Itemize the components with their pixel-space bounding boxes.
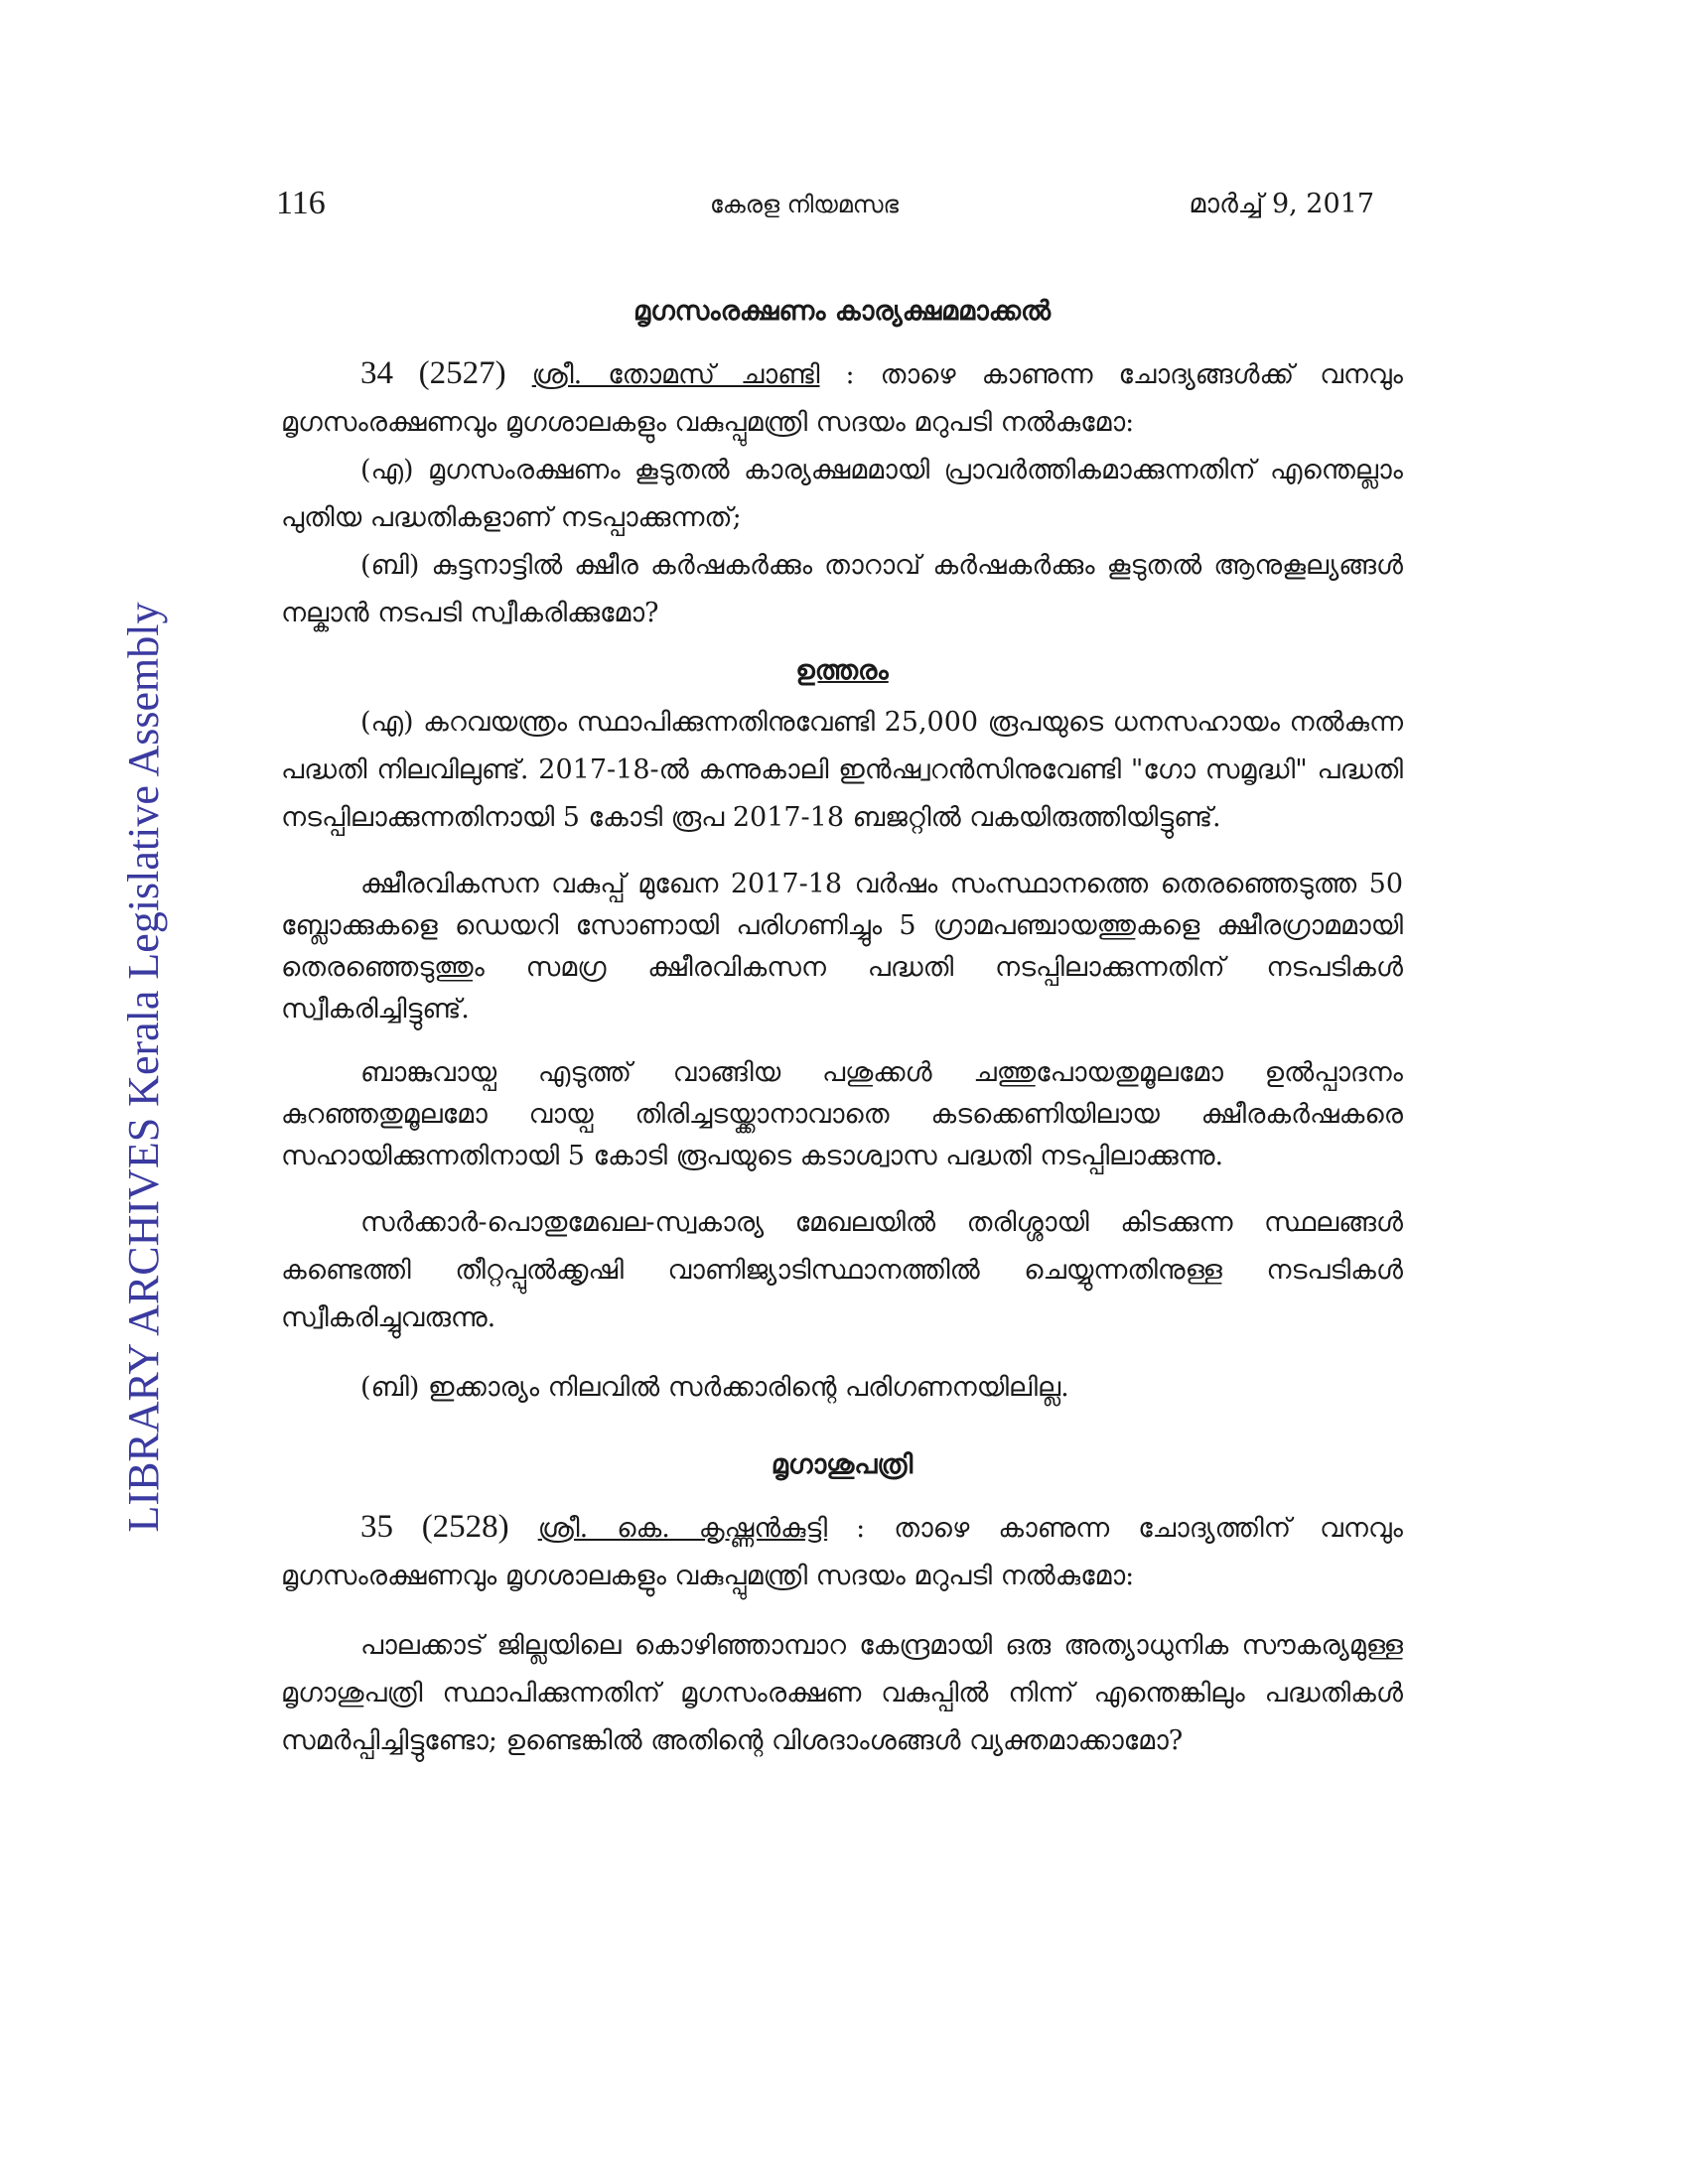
answer-34-heading — [281, 647, 1403, 695]
answer-34-para-2: ക്ഷീരവികസന വകുപ്പ് മുഖേന 2017-18 വർഷം സംസ്ഥാനത്തെ തെരഞ്ഞെടുത്ത 50 ബ്ലോക്കുകളെ ഡെയറി സോണായി പരിഗണിച്ചും 5 ഗ്രാമപഞ്ചായത്തുകളെ ക്ഷീരഗ്രാമമായി തെരഞ്ഞെടുത്തും സമഗ്ര ക്ഷീരവികസന പദ്ധതി നടപ്പിലാക്കുന്നതിന് നടപടികൾ സ്വീകരിച്ചിട്ടുണ്ട്. — [281, 869, 1403, 1024]
question-35-number: 35 (2528) — [360, 1509, 509, 1545]
question-34-intro-text: : താഴെ കാണുന്ന ചോദ്യങ്ങൾക്ക് വനവും മൃഗസംരക്ഷണവും മൃഗശാലകളും വകുപ്പുമന്ത്രി സദയം മറുപടി നൽകുമോ: — [281, 359, 1403, 438]
question-34-heading: മൃഗസംരക്ഷണം കാര്യക്ഷമമാക്കൽ — [633, 296, 1052, 327]
question-35-intro — [281, 1503, 1403, 1600]
question-35-heading: മൃഗാശുപത്രി — [771, 1449, 914, 1480]
running-date: മാർച്ച് 9, 2017 — [1189, 189, 1374, 219]
running-title: കേരള നിയമസഭ — [709, 191, 900, 218]
question-34-intro — [281, 349, 1403, 447]
question-34-member: ശ്രീ. തോമസ് ചാണ്ടി — [531, 359, 820, 390]
question-34-number: 34 (2527) — [360, 355, 506, 391]
question-35-text: പാലക്കാട് ജില്ലയിലെ കൊഴിഞ്ഞാമ്പാറ കേന്ദ്രമായി ഒരു അത്യാധുനിക സൗകര്യമുള്ള മൃഗാശുപത്രി സ്ഥാപിക്കുന്നതിന് മൃഗസംരക്ഷണ വകുപ്പിൽ നിന്ന് എന്തെങ്കിലും പദ്ധതികൾ സമർപ്പിച്ചിട്ടുണ്ടോ; ഉണ്ടെങ്കിൽ അതിന്റെ വിശദാംശങ്ങൾ വ്യക്തമാക്കാമോ? — [281, 1630, 1403, 1756]
answer-34-part-a: (എ) കറവയന്ത്രം സ്ഥാപിക്കുന്നതിനുവേണ്ടി 25,000 രൂപയുടെ ധനസഹായം നൽകുന്ന പദ്ധതി നിലവിലുണ്ട്. 2017-18-ൽ കന്നുകാലി ഇൻഷ്വറൻസിനുവേണ്ടി "ഗോ സമൃദ്ധി" പദ്ധതി നടപ്പിലാക്കുന്നതിനായി 5 കോടി രൂപ 2017-18 ബജറ്റിൽ വകയിരുത്തിയിട്ടുണ്ട്. — [281, 707, 1403, 833]
page-body — [281, 288, 1403, 1765]
question-35-member: ശ്രീ. കെ. കൃഷ്ണൻകുട്ടി — [537, 1513, 828, 1544]
archive-watermark: LIBRARY ARCHIVES Kerala Legislative Assembly — [119, 602, 168, 1533]
question-35-intro-text: : താഴെ കാണുന്ന ചോദ്യത്തിന് വനവും മൃഗസംരക്ഷണവും മൃഗശാലകളും വകുപ്പുമന്ത്രി സദയം മറുപടി നൽകുമോ: — [281, 1513, 1403, 1591]
answer-34-heading-text: ഉത്തരം — [795, 655, 889, 686]
page-number: 116 — [276, 185, 326, 221]
question-34-part-a: (എ) മൃഗസംരക്ഷണം കൂടുതൽ കാര്യക്ഷമമായി പ്രാവർത്തികമാക്കുന്നതിന് എന്തെല്ലാം പുതിയ പദ്ധതികളാണ് നടപ്പാക്കുന്നത്; — [281, 455, 1403, 533]
page-header — [0, 185, 1688, 234]
answer-34-para-3: ബാങ്കുവായ്പ എടുത്ത് വാങ്ങിയ പശുക്കൾ ചത്തുപോയതുമൂലമോ ഉൽപ്പാദനം കുറഞ്ഞതുമൂലമോ വായ്പ തിരിച്ചടയ്ക്കാനാവാതെ കടക്കെണിയിലായ ക്ഷീരകർഷകരെ സഹായിക്കുന്നതിനായി 5 കോടി രൂപയുടെ കടാശ്വാസ പദ്ധതി നടപ്പിലാക്കുന്നു. — [281, 1057, 1403, 1171]
answer-34-part-b: (ബി) ഇക്കാര്യം നിലവിൽ സർക്കാരിന്റെ പരിഗണനയിലില്ല. — [360, 1372, 1069, 1403]
question-34-part-b: (ബി) കുട്ടനാട്ടിൽ ക്ഷീര കർഷകർക്കും താറാവ് കർഷകർക്കും കൂടുതൽ ആനുകൂല്യങ്ങൾ നല്കാൻ നടപടി സ്വീകരിക്കുമോ? — [281, 550, 1403, 628]
answer-34-para-4: സർക്കാർ-പൊതുമേഖല-സ്വകാര്യ മേഖലയിൽ തരിശ്ശായി കിടക്കുന്ന സ്ഥലങ്ങൾ കണ്ടെത്തി തീറ്റപ്പുൽക്കൃഷി വാണിജ്യാടിസ്ഥാനത്തിൽ ചെയ്യുന്നതിനുള്ള നടപടികൾ സ്വീകരിച്ചുവരുന്നു. — [281, 1207, 1403, 1333]
